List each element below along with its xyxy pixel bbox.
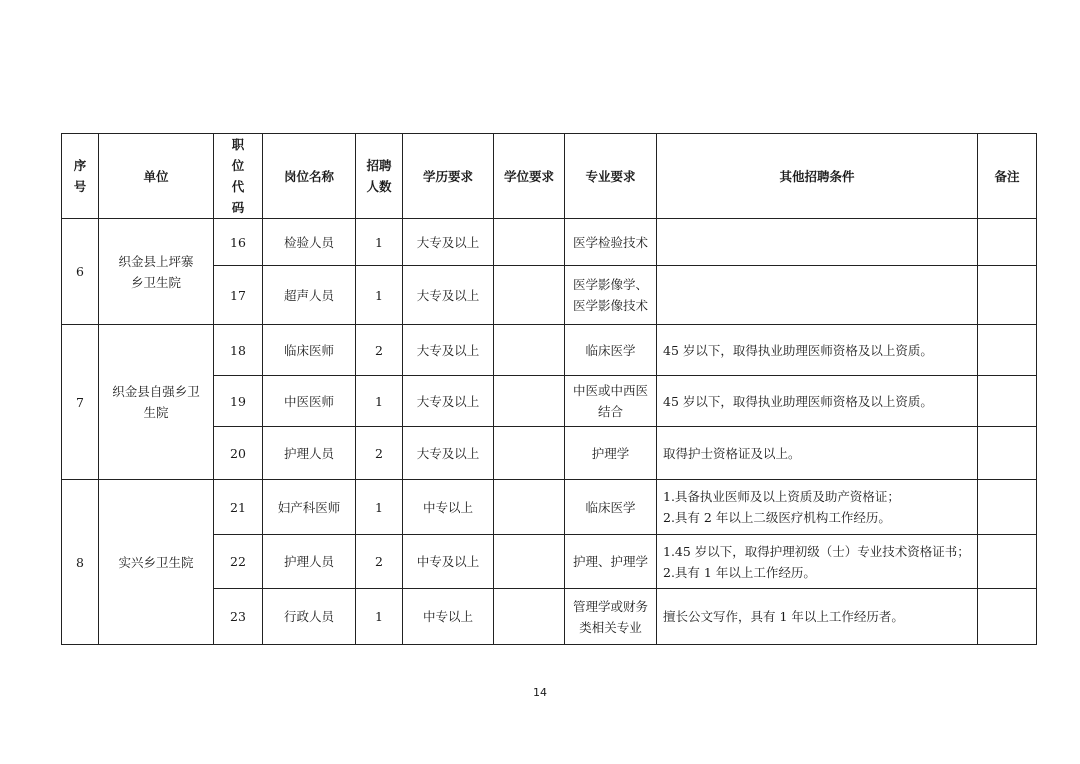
- major-cell: 护理学: [565, 427, 657, 480]
- header-seq: 序号: [62, 134, 99, 219]
- seq-cell: 7: [62, 325, 99, 480]
- table-header-row: [62, 134, 1037, 219]
- count-cell: 2: [356, 535, 403, 589]
- condition-line: 1.45 岁以下，取得护理初级（士）专业技术资格证书；: [663, 543, 970, 559]
- position-cell: 检验人员: [263, 219, 356, 266]
- remark-cell: [978, 325, 1037, 376]
- code-cell: 18: [214, 325, 263, 376]
- edu-cell: 大专及以上: [403, 376, 494, 427]
- major-cell: 医学检验技术: [565, 219, 657, 266]
- remark-cell: [978, 219, 1037, 266]
- code-cell: 20: [214, 427, 263, 480]
- other-cell: [657, 480, 978, 535]
- header-position: 岗位名称: [263, 134, 356, 219]
- code-cell: 23: [214, 589, 263, 645]
- seq-cell: 8: [62, 480, 99, 645]
- count-cell: 2: [356, 325, 403, 376]
- position-cell: 护理人员: [263, 535, 356, 589]
- degree-cell: [494, 589, 565, 645]
- position-cell: 超声人员: [263, 266, 356, 325]
- seq-cell: 6: [62, 219, 99, 325]
- position-cell: 临床医师: [263, 325, 356, 376]
- other-cell: [657, 266, 978, 325]
- position-cell: 护理人员: [263, 427, 356, 480]
- header-code: 职位代码: [214, 134, 263, 219]
- code-cell: 19: [214, 376, 263, 427]
- count-cell: 1: [356, 589, 403, 645]
- code-cell: 21: [214, 480, 263, 535]
- edu-cell: 中专以上: [403, 589, 494, 645]
- header-other: 其他招聘条件: [657, 134, 978, 219]
- remark-cell: [978, 480, 1037, 535]
- degree-cell: [494, 325, 565, 376]
- major-cell: 管理学或财务类相关专业: [565, 589, 657, 645]
- degree-cell: [494, 376, 565, 427]
- table-row: [62, 480, 1037, 535]
- header-edu: 学历要求: [403, 134, 494, 219]
- unit-cell: 织金县上坪寨乡卫生院: [99, 219, 214, 325]
- count-cell: 1: [356, 376, 403, 427]
- remark-cell: [978, 266, 1037, 325]
- recruitment-table: [61, 133, 1037, 645]
- other-cell: [657, 219, 978, 266]
- remark-cell: [978, 589, 1037, 645]
- header-count: 招聘人数: [356, 134, 403, 219]
- condition-line: 2.具有 2 年以上二级医疗机构工作经历。: [663, 510, 891, 525]
- edu-cell: 中专及以上: [403, 535, 494, 589]
- remark-cell: [978, 376, 1037, 427]
- count-cell: 1: [356, 266, 403, 325]
- condition-line: 2.具有 1 年以上工作经历。: [663, 564, 816, 580]
- condition-line: 1.具备执业医师及以上资质及助产资格证；: [663, 489, 900, 504]
- degree-cell: [494, 266, 565, 325]
- unit-cell: 实兴乡卫生院: [99, 480, 214, 645]
- code-cell: 22: [214, 535, 263, 589]
- page-number: 14: [533, 686, 547, 699]
- edu-cell: 大专及以上: [403, 325, 494, 376]
- major-cell: 中医或中西医结合: [565, 376, 657, 427]
- table-row: [62, 219, 1037, 266]
- major-cell: 护理、护理学: [565, 535, 657, 589]
- other-cell: 取得护士资格证及以上。: [657, 427, 978, 480]
- table-row: [62, 325, 1037, 376]
- unit-cell: 织金县自强乡卫生院: [99, 325, 214, 480]
- major-cell: 临床医学: [565, 480, 657, 535]
- header-unit: 单位: [99, 134, 214, 219]
- header-major: 专业要求: [565, 134, 657, 219]
- degree-cell: [494, 219, 565, 266]
- position-cell: 妇产科医师: [263, 480, 356, 535]
- header-remark: 备注: [978, 134, 1037, 219]
- major-cell: 临床医学: [565, 325, 657, 376]
- edu-cell: 大专及以上: [403, 427, 494, 480]
- major-cell: 医学影像学、医学影像技术: [565, 266, 657, 325]
- other-cell: 45 岁以下，取得执业助理医师资格及以上资质。: [657, 376, 978, 427]
- header-degree: 学位要求: [494, 134, 565, 219]
- position-cell: 行政人员: [263, 589, 356, 645]
- code-cell: 17: [214, 266, 263, 325]
- count-cell: 1: [356, 480, 403, 535]
- degree-cell: [494, 480, 565, 535]
- other-cell: 擅长公文写作，具有 1 年以上工作经历者。: [657, 589, 978, 645]
- edu-cell: 大专及以上: [403, 266, 494, 325]
- count-cell: 1: [356, 219, 403, 266]
- edu-cell: 大专及以上: [403, 219, 494, 266]
- position-cell: 中医医师: [263, 376, 356, 427]
- code-cell: 16: [214, 219, 263, 266]
- remark-cell: [978, 427, 1037, 480]
- degree-cell: [494, 535, 565, 589]
- edu-cell: 中专以上: [403, 480, 494, 535]
- other-cell: [657, 535, 978, 589]
- degree-cell: [494, 427, 565, 480]
- count-cell: 2: [356, 427, 403, 480]
- other-cell: 45 岁以下，取得执业助理医师资格及以上资质。: [657, 325, 978, 376]
- remark-cell: [978, 535, 1037, 589]
